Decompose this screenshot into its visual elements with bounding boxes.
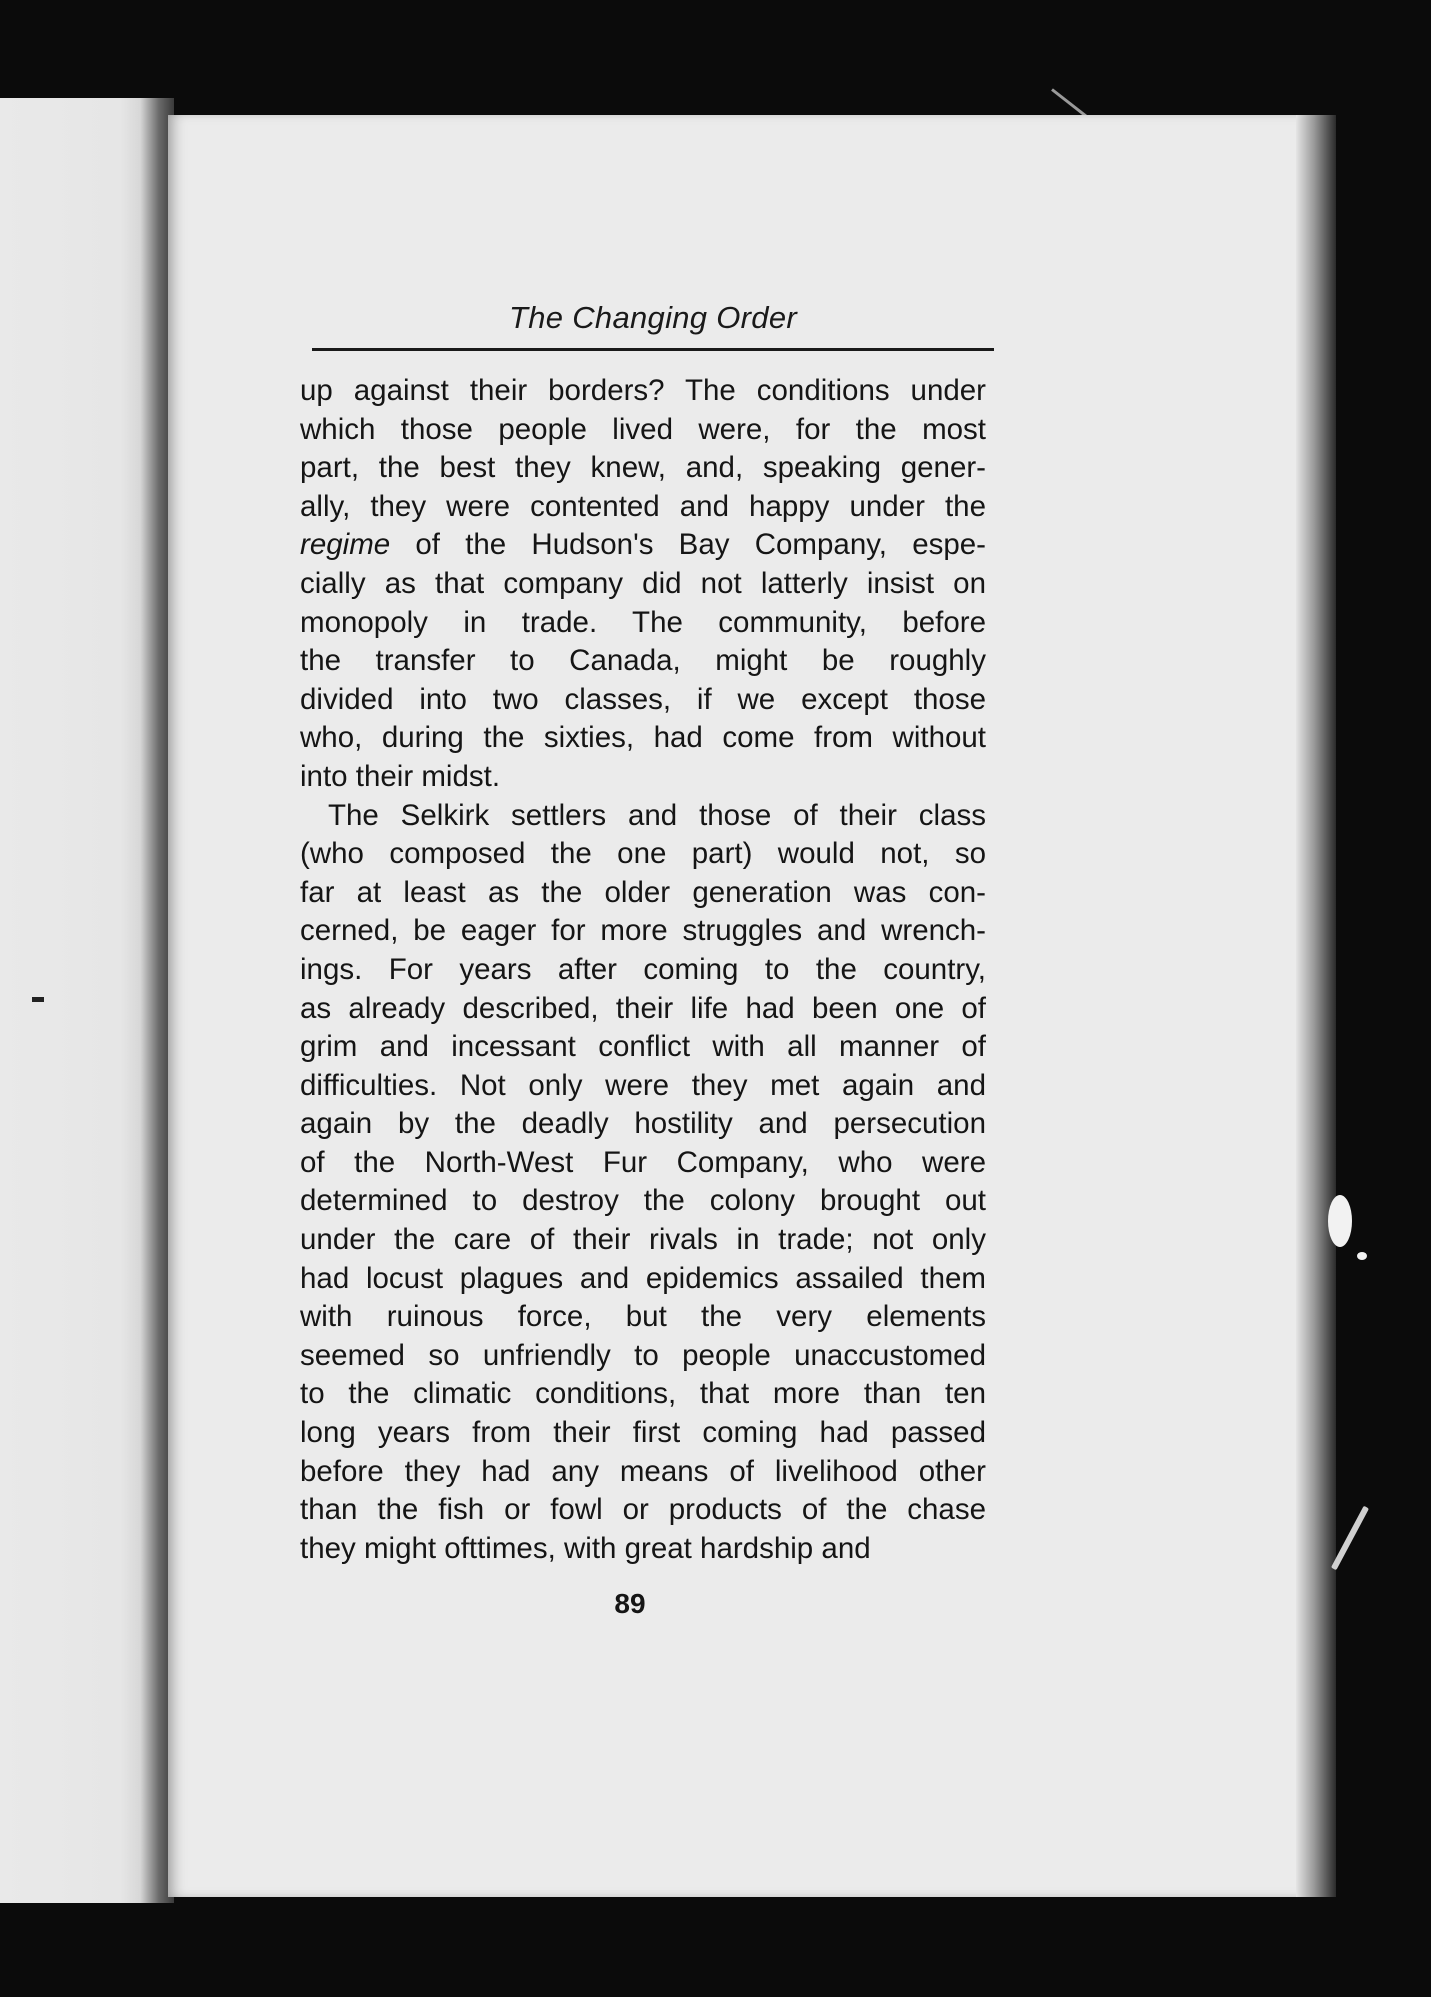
- text-line: who, during the sixties, had come from without: [300, 721, 986, 755]
- text-line: under the care of their rivals in trade; not only: [300, 1223, 986, 1257]
- paragraph-2: [300, 797, 986, 1569]
- text-line: as already described, their life had been one of: [300, 991, 986, 1025]
- text-line: The Selkirk settlers and those of their class: [328, 798, 986, 832]
- text-line: determined to destroy the colony brought out: [300, 1184, 986, 1218]
- text-line: again by the deadly hostility and persecution: [300, 1107, 986, 1141]
- text-line: cerned, be eager for more struggles and wrench-: [300, 914, 986, 948]
- text-line: far at least as the older generation was con-: [300, 875, 986, 909]
- text-line: they might ofttimes, with great hardship and: [300, 1531, 871, 1565]
- text-line: than the fish or fowl or products of the chase: [300, 1493, 986, 1527]
- text-line: which those people lived were, for the most: [300, 412, 986, 446]
- text-line: before they had any means of livelihood other: [300, 1454, 986, 1488]
- text-line: seemed so unfriendly to people unaccustomed: [300, 1338, 986, 1372]
- text-line: had locust plagues and epidemics assailed them: [300, 1261, 986, 1295]
- text-line: monopoly in trade. The community, before: [300, 605, 986, 639]
- text-line: difficulties. Not only were they met again and: [300, 1068, 986, 1102]
- paragraph-1: [300, 372, 986, 797]
- running-head: The Changing Order: [508, 300, 797, 335]
- header-rule: [312, 348, 994, 351]
- text-line: the transfer to Canada, might be roughly: [300, 644, 986, 678]
- text-line: ings. For years after coming to the country,: [300, 952, 986, 986]
- text-line: to the climatic conditions, that more than ten: [300, 1377, 986, 1411]
- page-number: 89: [614, 1588, 646, 1619]
- text-line: into their midst.: [300, 759, 501, 793]
- text-line: of the North-West Fur Company, who were: [300, 1145, 986, 1179]
- text-line: regime of the Hudson's Bay Company, espe-: [300, 528, 986, 562]
- text-line: divided into two classes, if we except those: [300, 682, 986, 716]
- body-text: [300, 372, 986, 1568]
- scan-artifact-dot: [1357, 1252, 1367, 1260]
- text-line: with ruinous force, but the very elements: [300, 1300, 986, 1334]
- text-line: (who composed the one part) would not, so: [300, 837, 986, 871]
- text-line: up against their borders? The conditions under: [300, 374, 986, 407]
- text-line: part, the best they knew, and, speaking gener-: [300, 451, 986, 485]
- text-line: long years from their first coming had passed: [300, 1416, 986, 1450]
- text-line: grim and incessant conflict with all manner of: [300, 1030, 986, 1064]
- text-line: cially as that company did not latterly insist on: [300, 566, 986, 600]
- scan-artifact-blot: [1328, 1195, 1352, 1247]
- margin-mark: [32, 997, 44, 1002]
- page-right-edge: [1296, 115, 1336, 1897]
- text-line: ally, they were contented and happy under the: [300, 489, 986, 523]
